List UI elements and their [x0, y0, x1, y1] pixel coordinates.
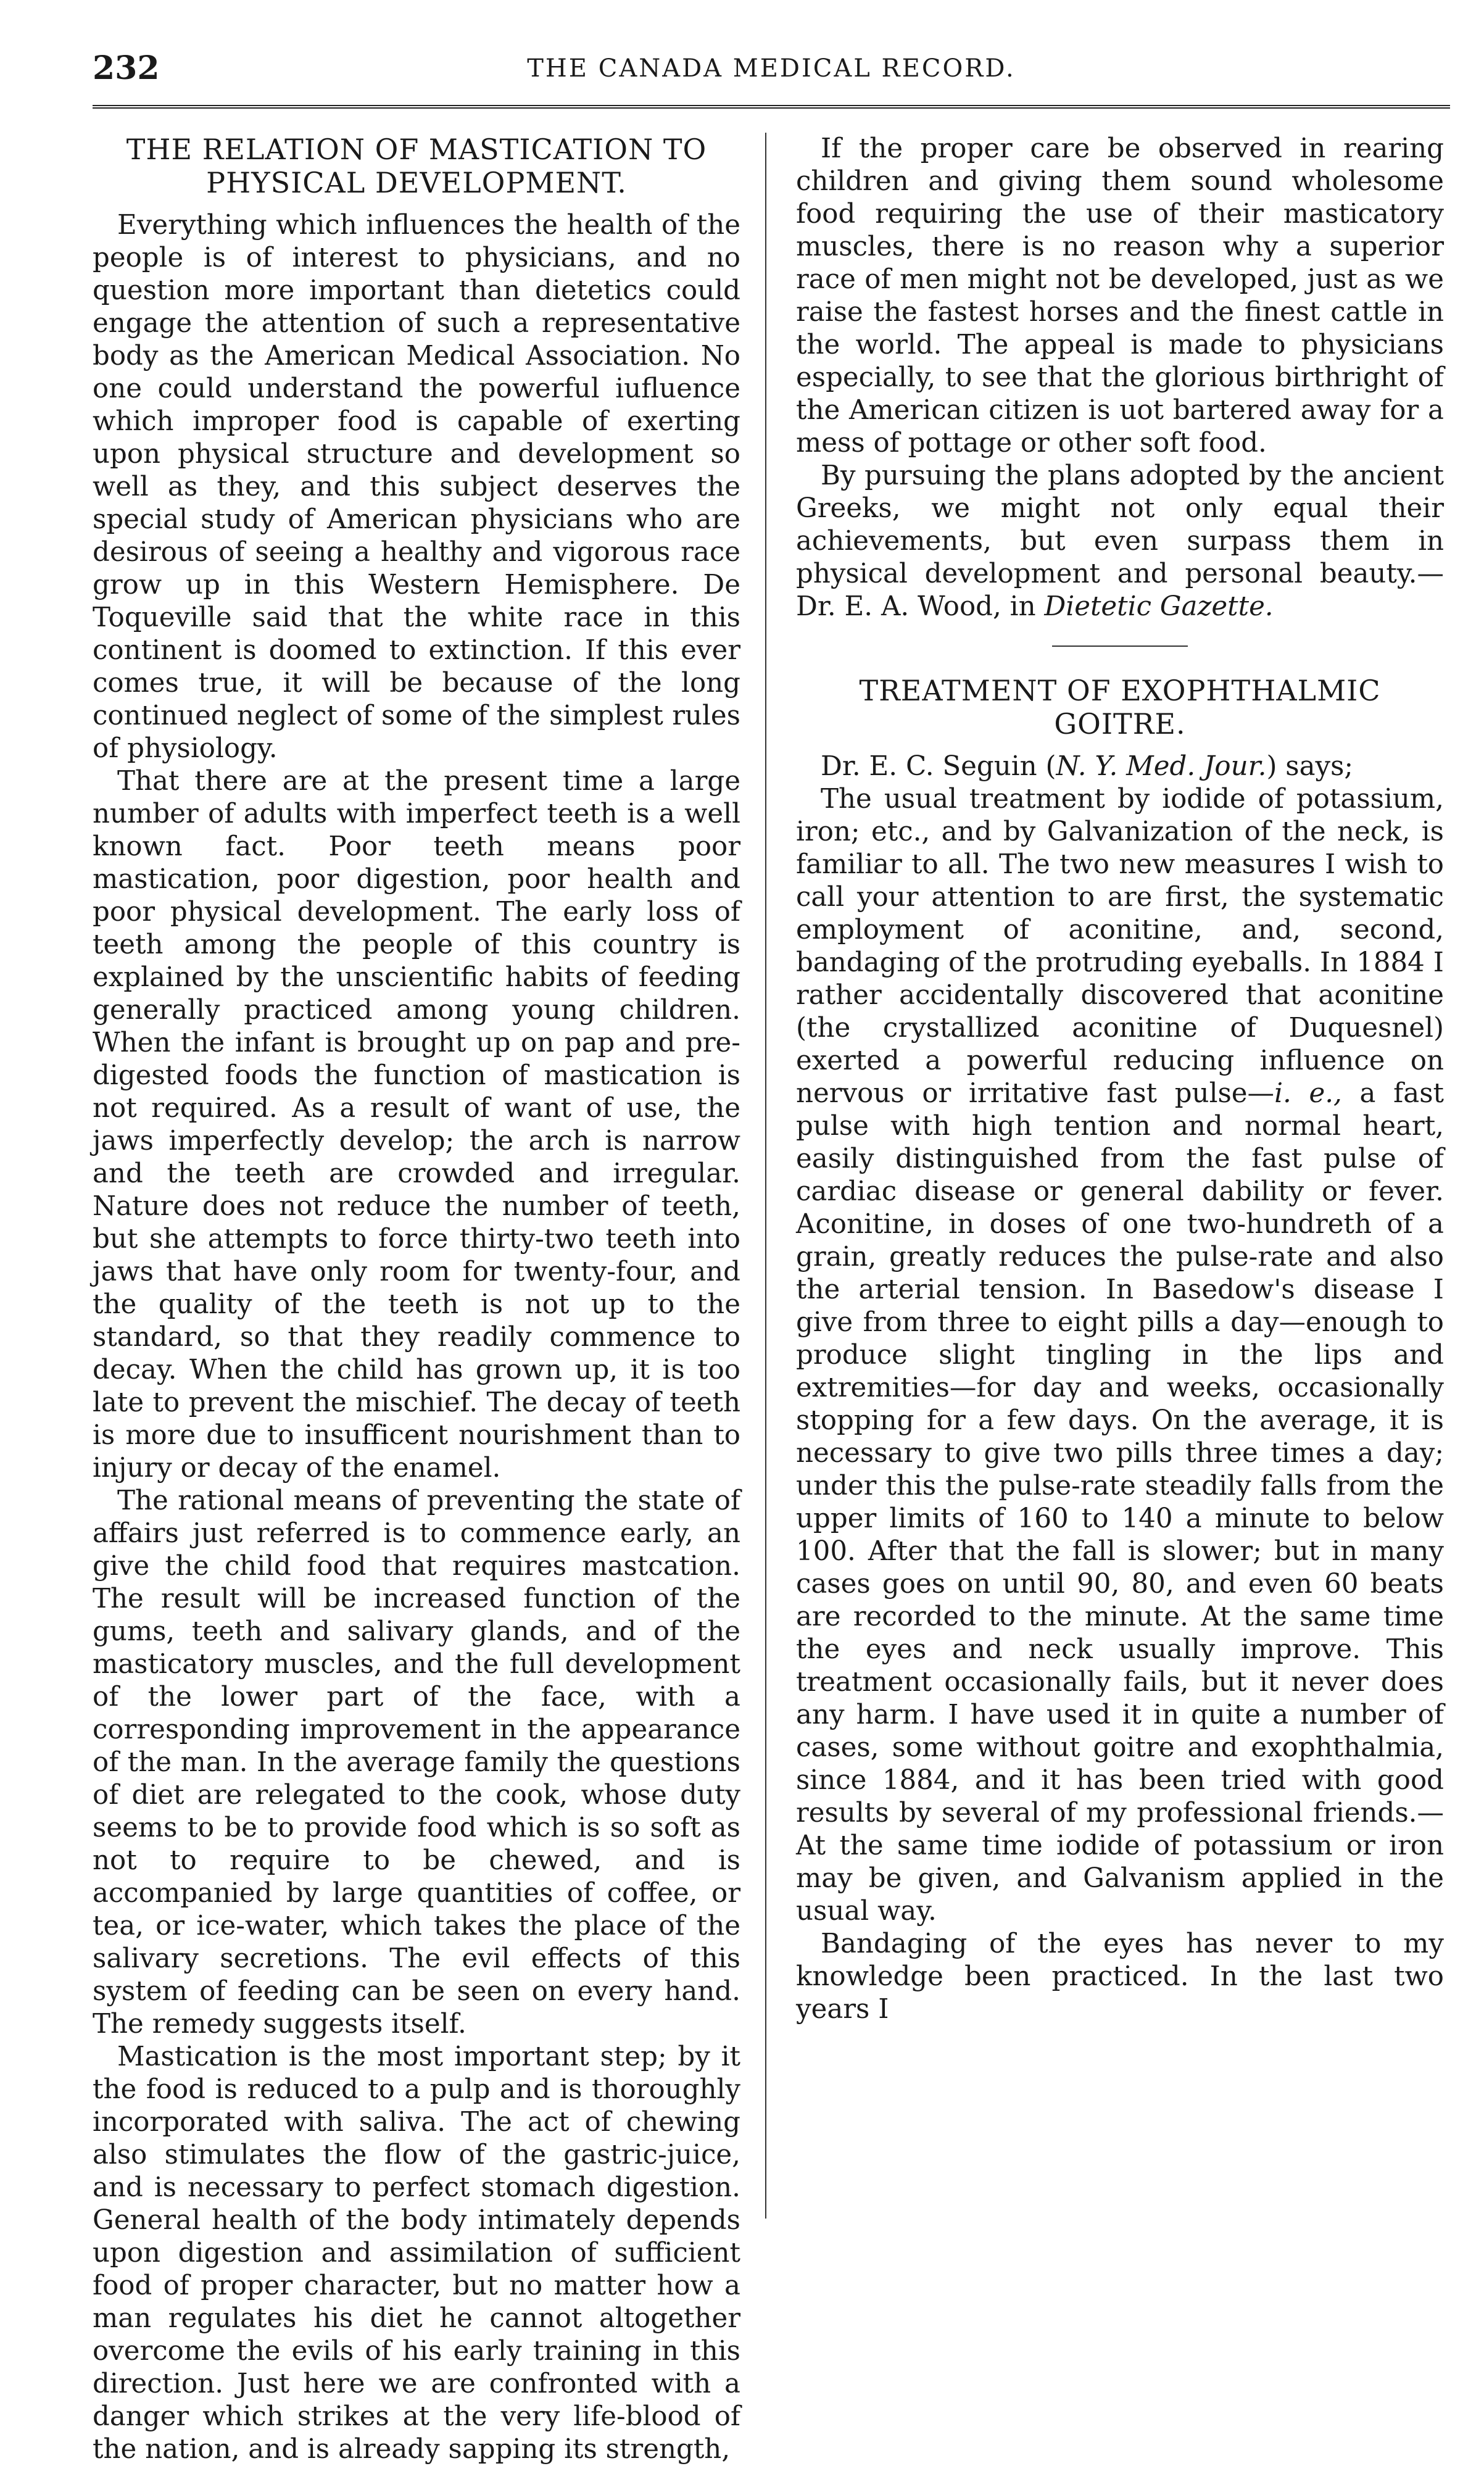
paragraph-text: By pursuing the plans adopted by the ancient Greeks, we might not only equal their achievements, but even surpass them in physical development and personal beauty.—Dr. E. A. Wood, in — [796, 460, 1444, 622]
right-column — [796, 133, 1444, 2219]
paragraph-with-citation — [796, 460, 1444, 623]
paragraph: If the proper care be observed in rearing children and giving them sound wholesome food requiring the use of their masticatory muscles, there is no reason why a superior race of men might not be developed, just as we raise the fastest horses and the finest cattle in the world. The appeal is made to physicians especially, to see that the glorious birthright of the American citizen is uot bartered away for a mess of pottage or other soft food. — [796, 133, 1444, 459]
paragraph-text: The usual treatment by iodide of potassium, iron; etc., and by Galvanization of the neck, is familiar to all. The two new measures I wish to call your attention to are first, the systematic employment of aconitine, and, second, bandaging of the protruding eyeballs. In 1884 I rather accidentally discovered that aconitine (the crystallized aconitine of Duquesnel) exerted a powerful reducing influence on nervous or irritative fast pulse— — [796, 784, 1444, 1109]
abbreviation: i. e., — [1274, 1078, 1342, 1109]
byline-suffix: ) says; — [1266, 751, 1354, 782]
header-double-rule — [93, 105, 1450, 109]
byline-prefix: Dr. E. C. Seguin ( — [821, 751, 1056, 782]
paragraph: That there are at the present time a large number of adults with imperfect teeth is a well known fact. Poor teeth means poor mastication, poor digestion, poor health and poor physical development. The early loss of teeth among the people of this country is explained by the unscientific habits of feeding generally practiced among young children. When the infant is brought up on pap and pre-digested foods the function of mastication is not required. As a result of want of use, the jaws imperfectly develop; the arch is narrow and the teeth are crowded and irregular. Nature does not reduce the number of teeth, but she attempts to force thirty-two teeth into jaws that have only room for twenty-four, and the quality of the teeth is not up to the standard, so that they readily commence to decay. When the child has grown up, it is too late to prevent the mischief. The decay of teeth is more due to insufficent nourishment than to injury or decay of the enamel. — [93, 766, 740, 1484]
paragraph — [796, 783, 1444, 1928]
running-title: THE CANADA MEDICAL RECORD. — [527, 54, 1016, 83]
page-number: 232 — [93, 49, 160, 87]
article-title-goitre: TREATMENT OF EXOPHTHALMIC GOITRE. — [859, 674, 1381, 741]
column-divider — [765, 133, 766, 2219]
paragraph: Everything which influences the health of the people is of interest to physicians, and no question more important than dietetics could engage the attention of such a representative body as the American Medical Association. No one could understand the powerful iufluence which improper food is capable of exerting upon physical structure and development so well as they, and this subject deserves the special study of American physicians who are desirous of seeing a healthy and vigorous race grow up in this Western Hemisphere. De Toqueville said that the white race in this continent is doomed to extinction. If this ever comes true, it will be because of the long continued neglect of some of the simplest rules of physiology. — [93, 210, 740, 764]
article-title-mastication: THE RELATION OF MASTICATION TO PHYSICAL DEVELOPMENT. — [126, 133, 707, 199]
left-column — [93, 133, 740, 2465]
source-journal: Dietetic Gazette. — [1044, 591, 1274, 622]
paragraph: Mastication is the most important step; by it the food is reduced to a pulp and is thoroughly incorporated with saliva. The act of chewing also stimulates the flow of the gastric-juice, and is necessary to perfect stomach digestion. General health of the body intimately depends upon digestion and assimilation of sufficient food of proper character, but no matter how a man regulates his diet he cannot altogether overcome the evils of his early training in this direction. Just here we are confronted with a danger which strikes at the very life-blood of the nation, and is already sapping its strength, — [93, 2041, 740, 2465]
byline — [796, 750, 1444, 783]
paragraph: The rational means of preventing the state of affairs just referred is to commence early, an give the child food that requires mastcation. The result will be increased function of the gums, teeth and salivary glands, and of the masticatory muscles, and the full development of the lower part of the face, with a corresponding improvement in the appearance of the man. In the average family the questions of diet are relegated to the cook, whose duty seems to be to provide food which is so soft as not to require to be chewed, and is accompanied by large quantities of coffee, or tea, or ice-water, which takes the place of the salivary secretions. The evil effects of this system of feeding can be seen on every hand. The remedy suggests itself. — [93, 1485, 740, 2040]
byline-journal: N. Y. Med. Jour. — [1056, 751, 1267, 782]
paragraph: Bandaging of the eyes has never to my knowledge been practiced. In the last two years I — [796, 1928, 1444, 2025]
section-divider — [1052, 646, 1188, 647]
page-header — [93, 43, 1450, 99]
paragraph-text: a fast pulse with high tention and normal heart, easily distinguished from the fast pulse of cardiac disease or general dability or fever. Aconitine, in doses of one two-hundreth of a grain, greatly reduces the pulse-rate and also the arterial tension. In Basedow's disease I give from three to eight pills a day—enough to produce slight tingling in the lips and extremities—for day and weeks, occasionally stopping for a few days. On the average, it is necessary to give two pills three times a day; under this the pulse-rate steadily falls from the upper limits of 160 to 140 a minute to below 100. After that the fall is slower; but in many cases goes on until 90, 80, and even 60 beats are recorded to the minute. At the same time the eyes and neck usually improve. This treatment occasionally fails, but it never does any harm. I have used it in quite a number of cases, some without goitre and exophthalmia, since 1884, and it has been tried with good results by several of my professional friends.— At the same time iodide of potassium or iron may be given, and Galvanism applied in the usual way. — [796, 1078, 1444, 1927]
